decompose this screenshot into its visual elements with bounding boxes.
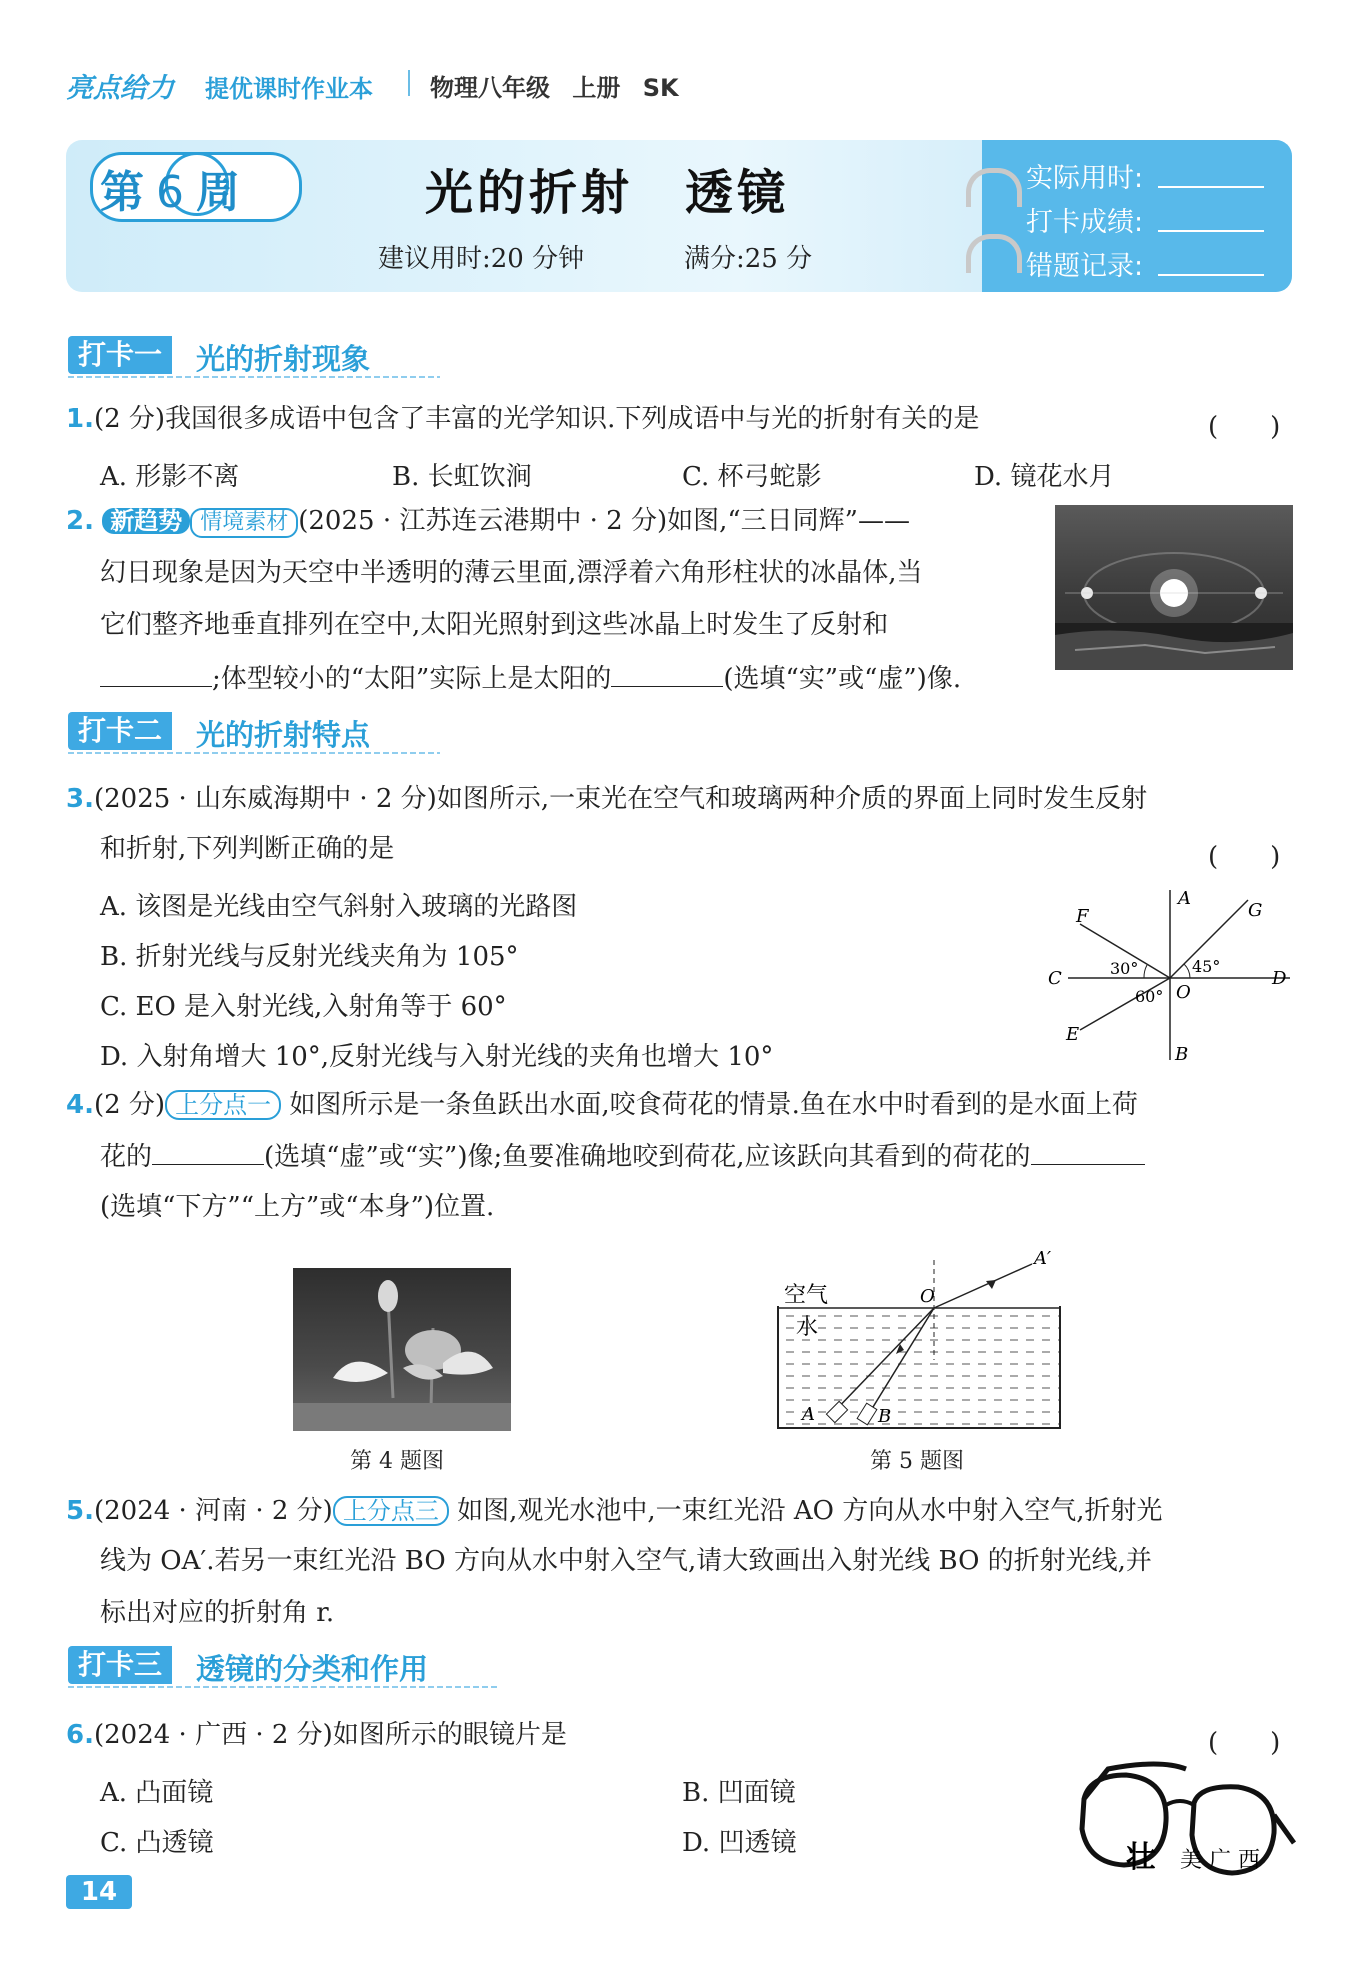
week-label: 第 6 周 <box>100 167 246 218</box>
lotus-photo <box>293 1268 511 1431</box>
brand-logo: 亮点给力 <box>66 73 174 104</box>
question-1: 1.(2 分)我国很多成语中包含了丰富的光学知识.下列成语中与光的折射有关的是 <box>66 404 980 434</box>
label-b: B <box>1175 1044 1189 1065</box>
page-title: 光的折射 透镜 <box>425 165 790 221</box>
hook-icon <box>966 234 1022 273</box>
q2-line: ;体型较小的“太阳”实际上是太阳的 (选填“实”或“虚”)像. <box>100 664 961 692</box>
lens-text-guangxi: 美 广 西 <box>1180 1848 1260 1873</box>
label-d: D <box>1272 968 1287 989</box>
section-underline <box>68 752 440 754</box>
glasses-figure <box>1070 1755 1300 1905</box>
q2-line: 幻日现象是因为天空中半透明的薄云里面,漂浮着六角形柱状的冰晶体,当 <box>100 558 923 588</box>
series-name: 提优课时作业本 <box>205 75 373 103</box>
q3-option-b[interactable]: B. 折射光线与反射光线夹角为 105° <box>100 942 519 972</box>
section-underline <box>68 1686 498 1688</box>
record-actual-time: 实际用时: <box>1026 163 1144 194</box>
q4-caption: 第 4 题图 <box>350 1449 444 1474</box>
q4-line: (选填“下方”“上方”或“本身”)位置. <box>100 1192 495 1222</box>
header-info <box>430 68 679 103</box>
full-score: 满分:25 分 <box>684 244 813 274</box>
record-score: 打卡成绩: <box>1026 207 1144 238</box>
q3-ray-diagram <box>1040 880 1300 1070</box>
q5-line: 标出对应的折射角 r. <box>100 1598 335 1628</box>
tag-new-trend: 新趋势 <box>102 508 190 534</box>
question-4: 4.(2 分) 上分点一 如图所示是一条鱼跃出水面,咬食荷花的情景.鱼在水中时看到的是水面上荷 <box>66 1090 1138 1120</box>
angle-30: 30° <box>1110 959 1139 978</box>
volume: 上册 <box>572 74 621 102</box>
sun-halo-photo <box>1055 505 1293 670</box>
answer-paren-6[interactable]: ( ) <box>1208 1728 1281 1758</box>
question-3: 3.(2025 · 山东威海期中 · 2 分)如图所示,一束光在空气和玻璃两种介质的界面上同时发生反射 <box>66 784 1148 814</box>
q3-option-c[interactable]: C. EO 是入射光线,入射角等于 60° <box>100 992 507 1022</box>
record-blank[interactable] <box>1158 186 1264 188</box>
edition: SK <box>642 74 679 102</box>
q1-option-c[interactable]: C. 杯弓蛇影 <box>682 462 822 492</box>
label-a-prime: A′ <box>1034 1250 1052 1269</box>
answer-blank[interactable] <box>152 1142 264 1165</box>
q6-option-b[interactable]: B. 凹面镜 <box>682 1778 796 1808</box>
label-o: O <box>1176 982 1191 1003</box>
angle-45: 45° <box>1192 957 1221 976</box>
answer-blank[interactable] <box>1031 1142 1145 1165</box>
subject: 物理八年级 <box>430 74 550 102</box>
q5-caption: 第 5 题图 <box>870 1449 964 1474</box>
q3-option-d[interactable]: D. 入射角增大 10°,反射光线与入射光线的夹角也增大 10° <box>100 1042 774 1072</box>
question-5: 5.(2024 · 河南 · 2 分) 上分点三 如图,观光水池中,一束红光沿 AO 方向从水中射入空气,折射光 <box>66 1496 1163 1526</box>
q1-option-a[interactable]: A. 形影不离 <box>100 462 240 492</box>
section-tag-3: 打卡三 <box>68 1646 172 1684</box>
q5-pool-diagram <box>770 1250 1070 1440</box>
answer-paren-3[interactable]: ( ) <box>1208 842 1281 872</box>
record-blank[interactable] <box>1158 230 1264 232</box>
label-a: A <box>1178 888 1191 909</box>
section-tag-2: 打卡二 <box>68 712 172 750</box>
suggested-time: 建议用时:20 分钟 <box>378 244 585 274</box>
label-e: E <box>1066 1024 1080 1045</box>
answer-paren-1[interactable]: ( ) <box>1208 412 1281 442</box>
header-divider <box>408 70 410 96</box>
answer-blank[interactable] <box>100 664 212 687</box>
label-f: F <box>1076 906 1089 927</box>
q5-line: 线为 OA′.若另一束红光沿 BO 方向从水中射入空气,请大致画出入射光线 BO 的折射光线,并 <box>100 1546 1152 1576</box>
q2-line: 它们整齐地垂直排列在空中,太阳光照射到这些冰晶上时发生了反射和 <box>100 610 889 640</box>
q4-line: 花的 (选填“虚”或“实”)像;鱼要准确地咬到荷花,应该跃向其看到的荷花的 <box>100 1142 1145 1170</box>
q1-option-d[interactable]: D. 镜花水月 <box>974 462 1115 492</box>
section-title-2: 光的折射特点 <box>196 718 371 752</box>
record-blank[interactable] <box>1158 274 1264 276</box>
record-errors: 错题记录: <box>1026 251 1144 282</box>
label-o: O <box>920 1286 935 1307</box>
tag-score-point: 上分点三 <box>333 1496 449 1526</box>
label-a: A <box>802 1404 815 1425</box>
tag-context: 情境素材 <box>190 508 298 538</box>
q6-option-d[interactable]: D. 凹透镜 <box>682 1828 797 1858</box>
q3-option-a[interactable]: A. 该图是光线由空气斜射入玻璃的光路图 <box>100 892 578 922</box>
q1-option-b[interactable]: B. 长虹饮涧 <box>392 462 532 492</box>
q3-line: 和折射,下列判断正确的是 <box>100 834 395 864</box>
question-6: 6.(2024 · 广西 · 2 分)如图所示的眼镜片是 <box>66 1720 567 1750</box>
answer-blank[interactable] <box>611 664 723 687</box>
section-underline <box>68 376 440 378</box>
label-c: C <box>1048 968 1062 989</box>
q6-option-a[interactable]: A. 凸面镜 <box>100 1778 214 1808</box>
page-number: 14 <box>66 1875 132 1909</box>
label-b: B <box>878 1406 892 1427</box>
section-title-1: 光的折射现象 <box>196 342 371 376</box>
lens-text-zhuang: 壮 <box>1126 1840 1156 1875</box>
tag-score-point: 上分点一 <box>165 1090 281 1120</box>
label-g: G <box>1248 900 1263 921</box>
hook-icon <box>966 168 1022 207</box>
label-water: 水 <box>796 1315 819 1340</box>
label-air: 空气 <box>784 1283 829 1308</box>
section-tag-1: 打卡一 <box>68 336 172 374</box>
section-title-3: 透镜的分类和作用 <box>196 1652 429 1686</box>
angle-60: 60° <box>1135 987 1164 1006</box>
q6-option-c[interactable]: C. 凸透镜 <box>100 1828 214 1858</box>
question-2: 2. 新趋势 情境素材 (2025 · 江苏连云港期中 · 2 分)如图,“三日同辉”—— <box>66 506 910 536</box>
